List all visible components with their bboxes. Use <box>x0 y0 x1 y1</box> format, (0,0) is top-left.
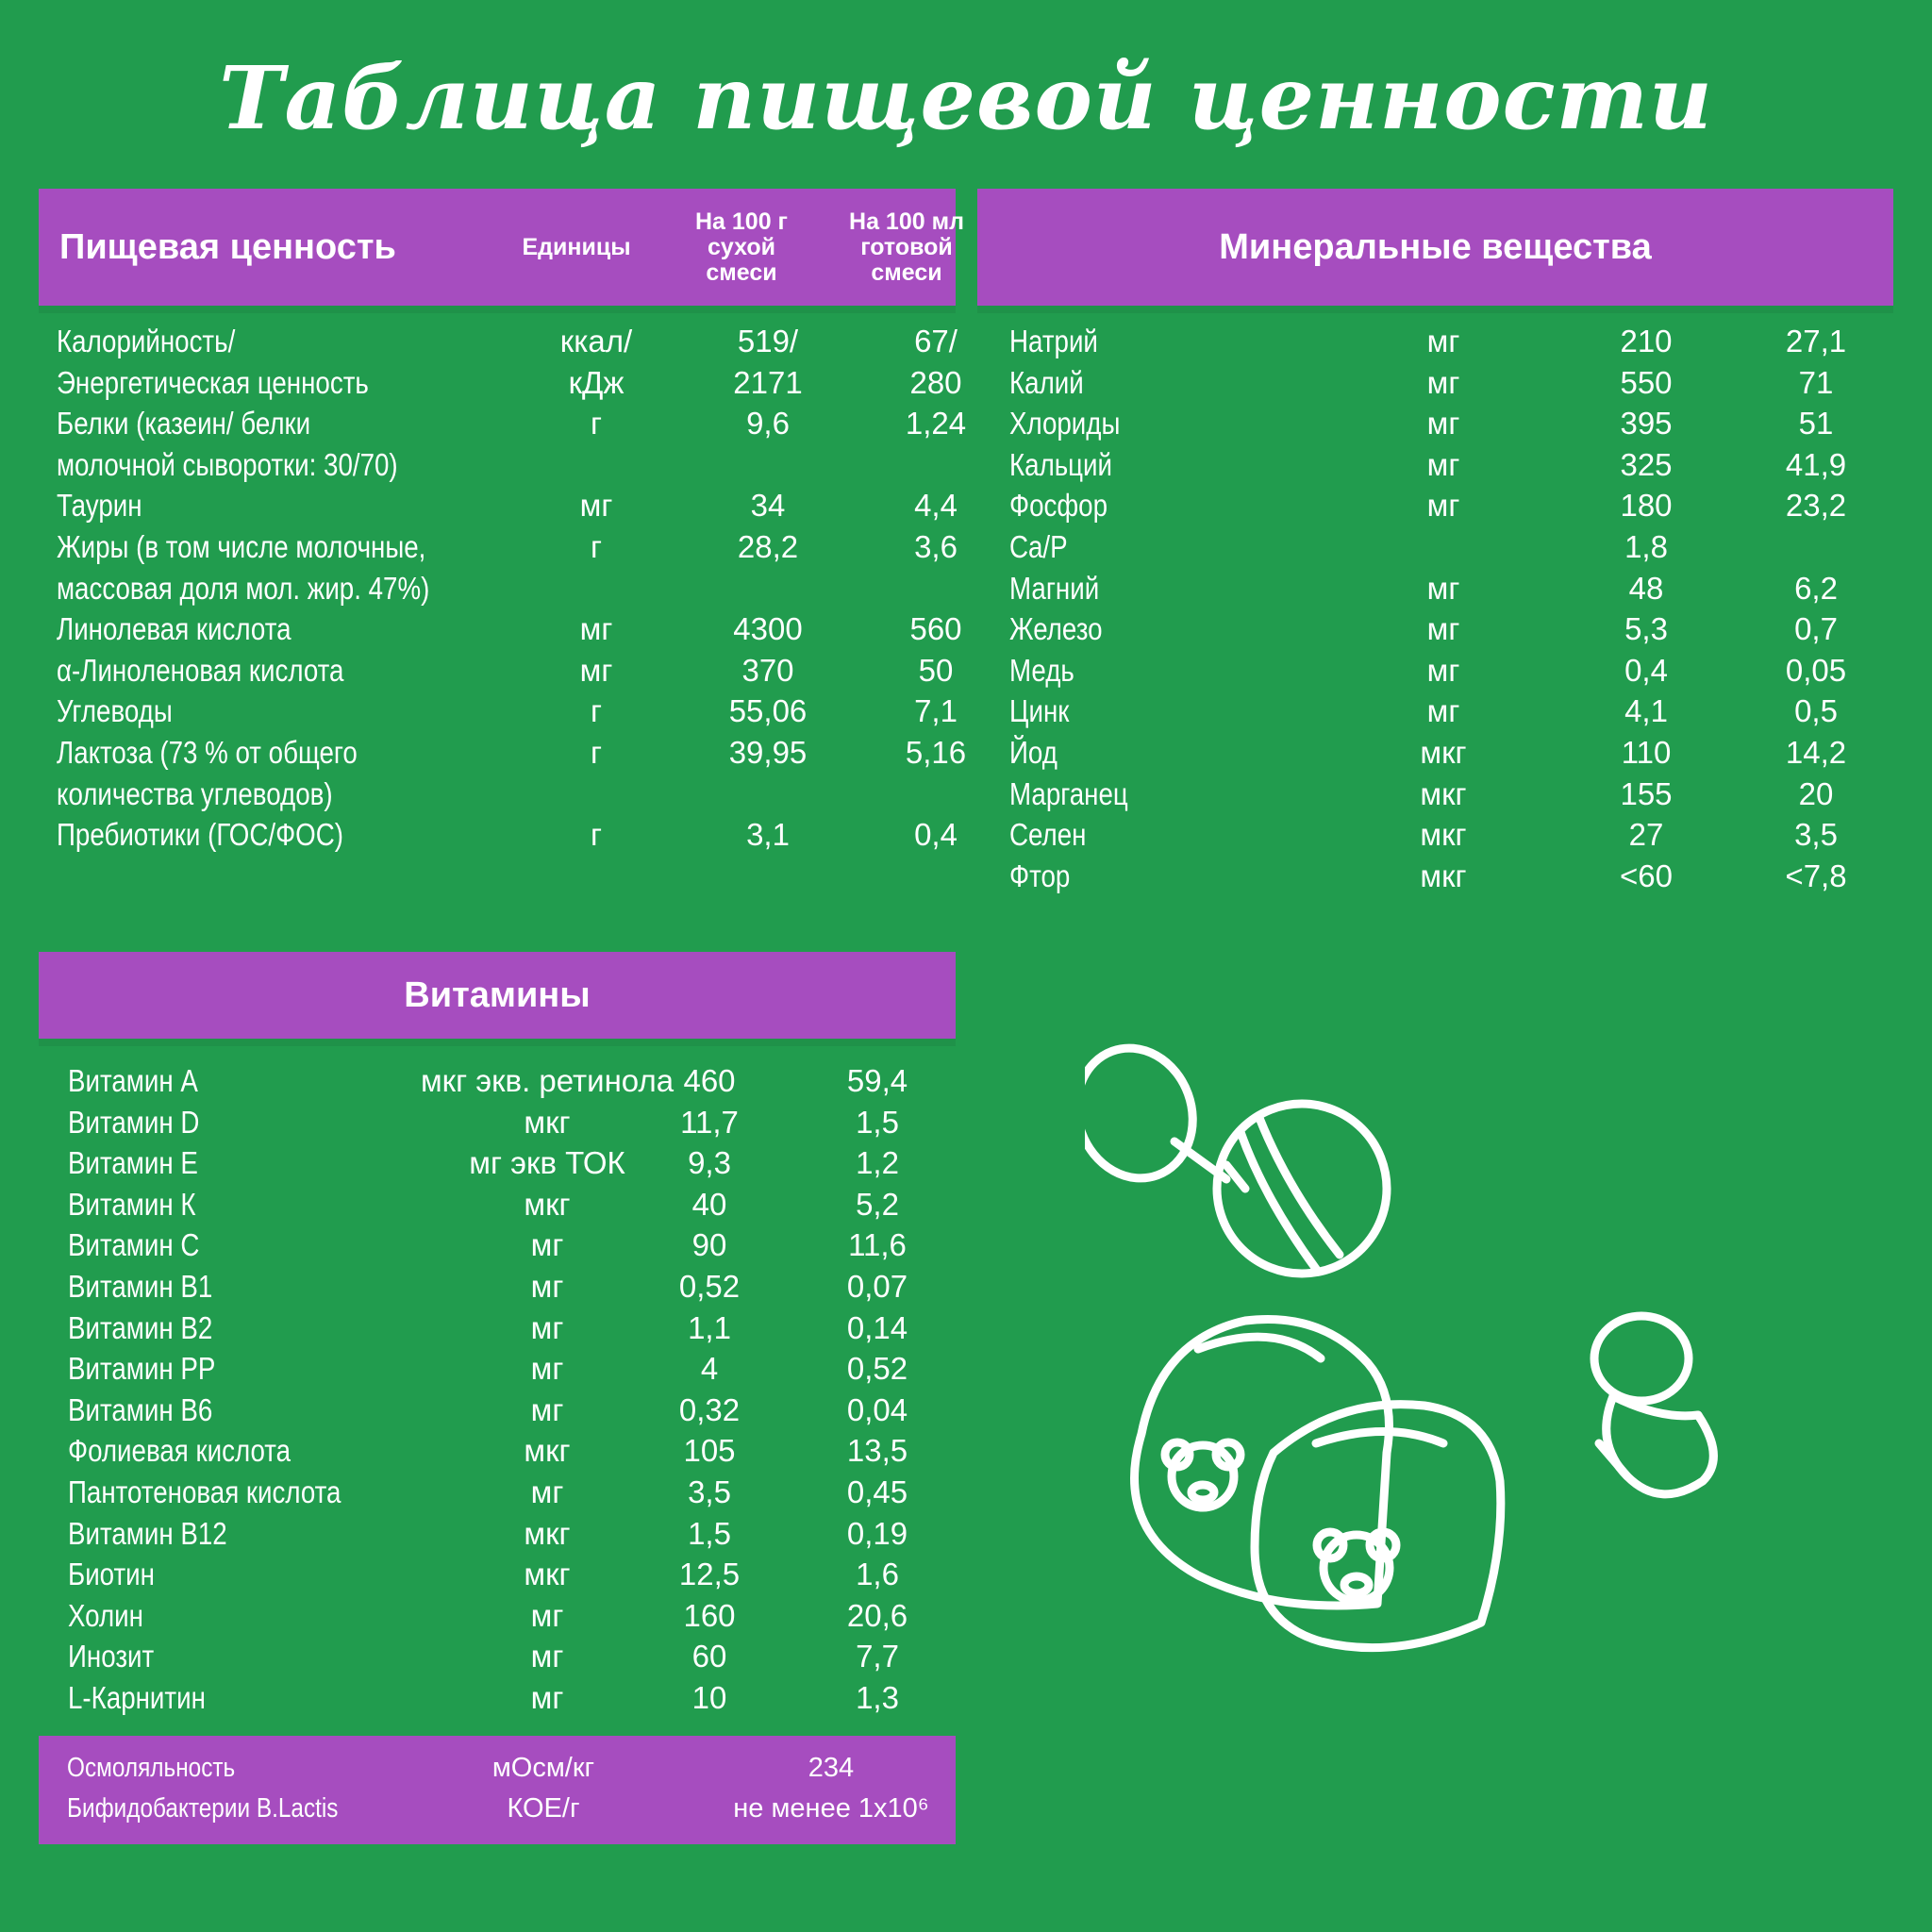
mineral-per100ml: 0,7 <box>1794 611 1838 647</box>
nutrition-per100ml: 4,4 <box>914 488 958 524</box>
mineral-name: Марганец <box>1009 775 1128 811</box>
vitamin-unit: мкг <box>524 1557 571 1592</box>
nutrition-per100ml: 7,1 <box>914 693 958 729</box>
mineral-per100ml: 41,9 <box>1785 446 1847 482</box>
mineral-name: Йод <box>1009 734 1058 770</box>
vitamin-per100g: 11,7 <box>680 1104 739 1140</box>
vitamin-per100ml: 0,19 <box>846 1515 908 1551</box>
vitamin-per100ml: 0,07 <box>846 1268 908 1304</box>
nutrition-name: Жиры (в том числе молочные, <box>57 528 426 564</box>
vitamin-per100g: 460 <box>683 1063 736 1098</box>
extra-info-row <box>39 1789 956 1829</box>
nutrition-name: Калорийность/ <box>57 324 236 358</box>
minerals-table-header: Минеральные вещества <box>977 189 1893 306</box>
mineral-unit: мкг <box>1420 734 1467 770</box>
nutrition-header-per100ml: На 100 мл готовой смеси <box>849 208 964 286</box>
nutrition-unit: г <box>590 528 603 564</box>
vitamin-per100g: 40 <box>691 1186 727 1222</box>
extra-info-name: Бифидобактерии B.Lactis <box>67 1793 339 1824</box>
vitamin-per100ml: 1,3 <box>856 1679 899 1715</box>
extra-info-rows <box>39 1748 956 1829</box>
mineral-per100g: 155 <box>1620 775 1673 811</box>
extra-info-name: Осмоляльность <box>67 1753 236 1783</box>
vitamin-per100g: 9,3 <box>688 1145 731 1181</box>
mineral-name: Хлориды <box>1009 406 1121 441</box>
nutrition-per100g: 370 <box>741 652 794 688</box>
vitamin-per100ml: 1,6 <box>856 1557 899 1592</box>
mineral-name: Фтор <box>1009 858 1071 893</box>
vitamin-per100g: 90 <box>691 1227 727 1263</box>
vitamin-name: Инозит <box>68 1639 155 1674</box>
vitamin-name: Витамин А <box>68 1063 198 1098</box>
mineral-per100ml: 0,05 <box>1785 652 1847 688</box>
nutrition-unit: мг <box>579 652 613 688</box>
extra-info-unit: КОЕ/г <box>507 1793 580 1824</box>
nutrition-name: молочной сыворотки: 30/70) <box>57 446 398 482</box>
nutrition-per100g: 9,6 <box>746 406 790 441</box>
vitamin-per100g: 0,52 <box>678 1268 741 1304</box>
mineral-per100ml: 6,2 <box>1794 570 1838 606</box>
mineral-name: Цинк <box>1009 693 1070 729</box>
mineral-name: Кальций <box>1009 446 1113 482</box>
mineral-per100ml: 0,5 <box>1794 693 1838 729</box>
nutrition-unit: ккал/ <box>559 324 633 358</box>
mineral-per100ml: 71 <box>1798 364 1834 400</box>
vitamin-name: L-Карнитин <box>68 1679 206 1715</box>
baby-shoes-icon <box>1135 1319 1501 1647</box>
nutrition-unit: г <box>590 693 603 729</box>
nutrition-name: α-Линоленовая кислота <box>57 652 344 688</box>
mineral-per100ml: 14,2 <box>1785 734 1847 770</box>
mineral-per100g: 210 <box>1620 324 1673 358</box>
vitamin-per100g: 12,5 <box>678 1557 741 1592</box>
vitamin-unit: мг <box>530 1268 564 1304</box>
nutrition-per100ml: 67/ <box>914 324 958 358</box>
nutrition-per100g: 4300 <box>733 611 803 647</box>
mineral-per100g: 325 <box>1620 446 1673 482</box>
nutrition-per100g: 55,06 <box>728 693 808 729</box>
vitamin-per100g: 1,1 <box>688 1309 731 1345</box>
vitamin-name: Витамин К <box>68 1186 196 1222</box>
nutrition-table-header <box>39 189 964 306</box>
mineral-per100ml: 20 <box>1798 775 1834 811</box>
mineral-unit: мкг <box>1420 858 1467 893</box>
mineral-unit: мг <box>1426 693 1460 729</box>
extra-info-value: не менее 1х10⁶ <box>733 1793 929 1824</box>
vitamin-per100ml: 7,7 <box>856 1639 899 1674</box>
vitamin-per100ml: 11,6 <box>848 1227 907 1263</box>
nutrition-unit: г <box>590 734 603 770</box>
mineral-per100g: <60 <box>1620 858 1673 893</box>
vitamin-per100ml: 0,52 <box>846 1351 908 1387</box>
page-title: Таблица пищевой ценности <box>219 47 1713 149</box>
vitamin-unit: мг <box>530 1391 564 1427</box>
vitamin-unit: мг <box>530 1597 564 1633</box>
mineral-unit: мкг <box>1420 775 1467 811</box>
mineral-per100ml: 3,5 <box>1794 817 1838 853</box>
nutrition-header-per100g: На 100 г сухой смеси <box>695 208 788 286</box>
mineral-name: Магний <box>1009 570 1100 606</box>
vitamin-unit: мг <box>530 1309 564 1345</box>
vitamin-unit: мкг экв. ретинола <box>420 1063 675 1098</box>
mineral-unit: мг <box>1426 406 1460 441</box>
mineral-per100g: 550 <box>1620 364 1673 400</box>
pacifier-icon <box>1594 1316 1713 1494</box>
vitamin-per100g: 60 <box>691 1639 727 1674</box>
mineral-unit: мг <box>1426 570 1460 606</box>
nutrition-per100ml: 50 <box>918 652 954 688</box>
mineral-per100g: 110 <box>1621 734 1672 770</box>
nutrition-unit: мг <box>579 488 613 524</box>
rattle-icon <box>1085 1038 1387 1274</box>
mineral-name: Ca/P <box>1009 528 1068 564</box>
vitamin-per100ml: 59,4 <box>846 1063 908 1098</box>
nutrition-header-units: Единицы <box>522 233 631 260</box>
mineral-per100ml: <7,8 <box>1785 858 1847 893</box>
vitamin-per100ml: 13,5 <box>846 1433 908 1469</box>
nutrition-name: Пребиотики (ГОС/ФОС) <box>57 817 343 853</box>
mineral-per100ml: 23,2 <box>1785 488 1847 524</box>
mineral-per100g: 4,1 <box>1624 693 1668 729</box>
mineral-per100g: 0,4 <box>1624 652 1668 688</box>
nutrition-header-name: Пищевая ценность <box>59 226 396 267</box>
extra-info-unit: мОсм/кг <box>491 1753 595 1783</box>
nutrition-per100ml: 3,6 <box>914 528 958 564</box>
vitamin-per100g: 4 <box>700 1351 719 1387</box>
nutrition-unit: г <box>590 406 603 441</box>
extra-info-row <box>39 1748 956 1789</box>
nutrition-name: Таурин <box>57 488 142 524</box>
vitamin-per100g: 160 <box>683 1597 736 1633</box>
vitamin-per100g: 10 <box>691 1679 727 1715</box>
vitamin-name: Витамин РР <box>68 1351 216 1387</box>
vitamin-name: Биотин <box>68 1557 155 1592</box>
nutrition-name: массовая доля мол. жир. 47%) <box>57 570 430 606</box>
vitamin-unit: мг <box>530 1227 564 1263</box>
vitamin-per100g: 3,5 <box>688 1474 731 1509</box>
vitamin-unit: мкг <box>524 1186 571 1222</box>
mineral-per100g: 1,8 <box>1624 528 1668 564</box>
vitamin-per100ml: 5,2 <box>856 1186 899 1222</box>
mineral-per100g: 48 <box>1628 570 1664 606</box>
nutrition-name: Энергетическая ценность <box>57 364 369 400</box>
extra-info-value: 234 <box>808 1753 855 1783</box>
vitamin-name: Витамин D <box>68 1104 200 1140</box>
mineral-per100g: 395 <box>1620 406 1673 441</box>
vitamin-unit: мг <box>530 1474 564 1509</box>
vitamin-unit: мг <box>530 1639 564 1674</box>
baby-items-illustration <box>1085 1038 1821 1698</box>
mineral-name: Железо <box>1009 611 1103 647</box>
vitamin-name: Холин <box>68 1597 143 1633</box>
mineral-unit: мг <box>1426 446 1460 482</box>
nutrition-per100g: 34 <box>750 488 786 524</box>
vitamin-per100g: 0,32 <box>678 1391 741 1427</box>
nutrition-name: Углеводы <box>57 693 173 729</box>
nutrition-per100ml: 5,16 <box>905 734 967 770</box>
vitamin-per100ml: 1,5 <box>856 1104 899 1140</box>
mineral-unit: мкг <box>1420 817 1467 853</box>
mineral-per100ml: 27,1 <box>1785 324 1847 358</box>
nutrition-per100g: 3,1 <box>746 817 790 853</box>
mineral-per100g: 180 <box>1620 488 1673 524</box>
vitamin-name: Витамин С <box>68 1227 200 1263</box>
nutrition-per100ml: 560 <box>909 611 962 647</box>
nutrition-per100ml: 280 <box>909 364 962 400</box>
vitamin-per100g: 105 <box>683 1433 736 1469</box>
nutrition-name: количества углеводов) <box>57 775 333 811</box>
vitamin-name: Витамин В12 <box>68 1515 227 1551</box>
mineral-name: Фосфор <box>1009 488 1108 524</box>
mineral-per100g: 5,3 <box>1624 611 1668 647</box>
vitamin-per100ml: 20,6 <box>846 1597 908 1633</box>
mineral-unit: мг <box>1426 611 1460 647</box>
vitamin-per100ml: 0,14 <box>846 1309 908 1345</box>
vitamin-per100ml: 0,04 <box>846 1391 908 1427</box>
vitamin-unit: мг <box>530 1679 564 1715</box>
nutrition-unit: мг <box>579 611 613 647</box>
mineral-unit: мг <box>1426 364 1460 400</box>
vitamin-unit: мг экв ТОК <box>469 1145 625 1181</box>
vitamin-name: Витамин В6 <box>68 1391 213 1427</box>
mineral-unit: мг <box>1426 324 1460 358</box>
mineral-name: Калий <box>1009 364 1084 400</box>
mineral-per100g: 27 <box>1628 817 1664 853</box>
mineral-unit: мг <box>1426 488 1460 524</box>
nutrition-per100g: 519/ <box>737 324 799 358</box>
vitamin-per100ml: 0,45 <box>846 1474 908 1509</box>
mineral-name: Натрий <box>1009 324 1098 358</box>
vitamin-unit: мг <box>530 1351 564 1387</box>
nutrition-per100g: 2171 <box>733 364 803 400</box>
extra-info-box <box>39 1736 956 1844</box>
nutrition-per100g: 28,2 <box>737 528 799 564</box>
vitamin-name: Витамин Е <box>68 1145 198 1181</box>
vitamin-name: Витамин В2 <box>68 1309 213 1345</box>
nutrition-unit: г <box>590 817 603 853</box>
vitamin-unit: мкг <box>524 1433 571 1469</box>
vitamin-per100g: 1,5 <box>688 1515 731 1551</box>
vitamin-per100ml: 1,2 <box>856 1145 899 1181</box>
mineral-per100ml: 51 <box>1798 406 1834 441</box>
nutrition-per100ml: 1,24 <box>905 406 967 441</box>
mineral-name: Селен <box>1009 817 1087 853</box>
vitamin-unit: мкг <box>524 1104 571 1140</box>
nutrition-name: Линолевая кислота <box>57 611 291 647</box>
mineral-unit: мг <box>1426 652 1460 688</box>
nutrition-name: Белки (казеин/ белки <box>57 406 311 441</box>
vitamin-name: Фолиевая кислота <box>68 1433 291 1469</box>
vitamin-name: Пантотеновая кислота <box>68 1474 341 1509</box>
nutrition-per100ml: 0,4 <box>914 817 958 853</box>
vitamin-name: Витамин В1 <box>68 1268 213 1304</box>
vitamin-unit: мкг <box>524 1515 571 1551</box>
nutrition-name: Лактоза (73 % от общего <box>57 734 358 770</box>
nutrition-unit: кДж <box>568 364 625 400</box>
nutrition-per100g: 39,95 <box>728 734 808 770</box>
mineral-name: Медь <box>1009 652 1074 688</box>
vitamins-table-header: Витамины <box>39 952 956 1039</box>
